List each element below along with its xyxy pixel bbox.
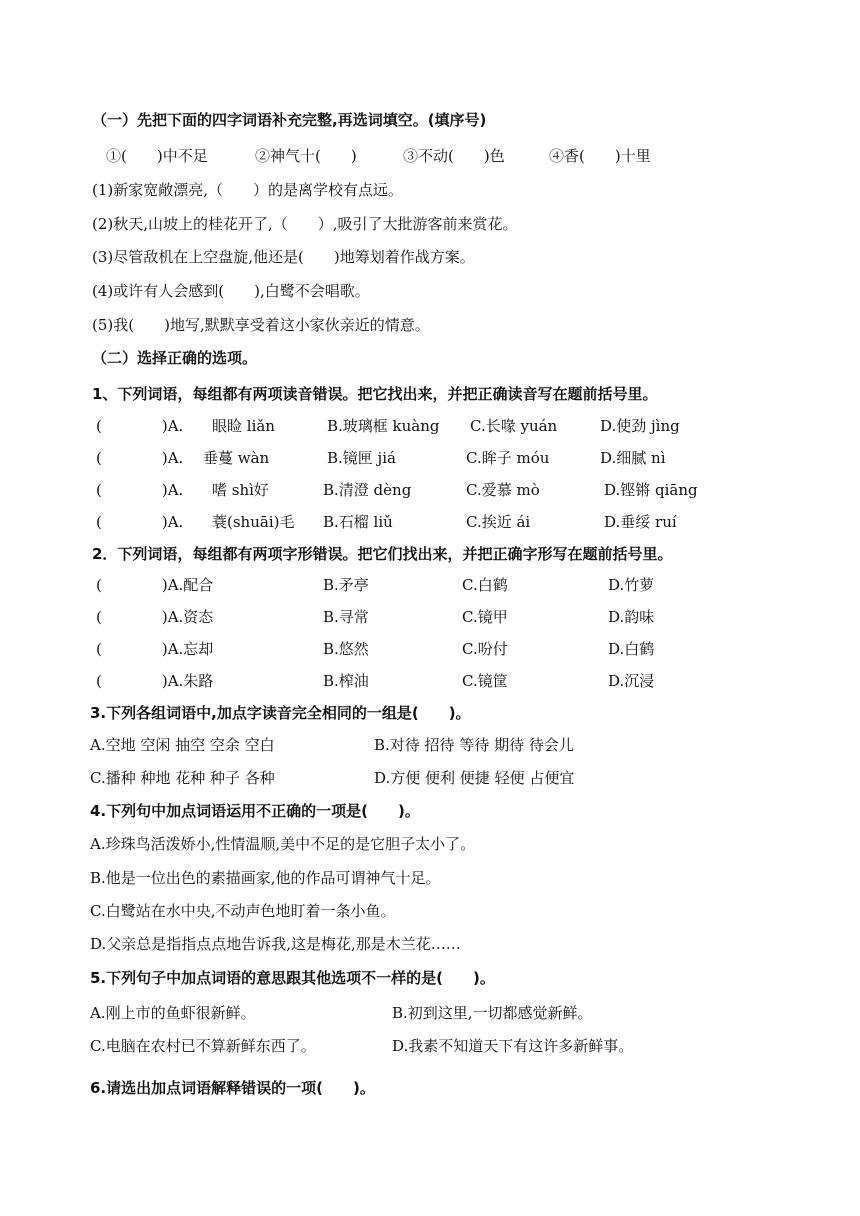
option-b: B.镜匣 jiá [327, 449, 396, 467]
option-a: 眼睑 liǎn [212, 417, 275, 435]
option-b: B.玻璃框 kuàng [327, 417, 440, 435]
section1-heading: （一）先把下面的四字词语补充完整,再选词填空。(填序号) [92, 111, 487, 129]
fill-sentence-1: (1)新家宽敞漂亮,（ ）的是离学校有点远。 [92, 181, 404, 199]
q3-title: 3.下列各组词语中,加点字读音完全相同的一组是( )。 [90, 704, 471, 722]
q5-title: 5.下列句子中加点词语的意思跟其他选项不一样的是( )。 [90, 969, 495, 987]
idiom-2: ②神气十( ) [255, 147, 357, 165]
idiom-4: ④香( )十里 [549, 147, 651, 165]
option-c: C.镜筐 [462, 672, 508, 690]
q4-option-c: C.白鹭站在水中央,不动声色地盯着一条小鱼。 [90, 902, 396, 920]
fill-sentence-4: (4)或许有人会感到( ),白鹭不会唱歌。 [92, 282, 370, 300]
option-d: D.沉浸 [608, 672, 655, 690]
option-a: 垂蔓 wàn [203, 449, 270, 467]
option-a: 蓑(shuāi)毛 [212, 513, 295, 531]
option-d: D.铿锵 qiāng [604, 481, 698, 499]
answer-bracket: ( )A. [96, 481, 184, 499]
q3-option-c: C.播种 种地 花种 种子 各种 [90, 769, 275, 787]
fill-sentence-3: (3)尽管敌机在上空盘旋,他还是( )地筹划着作战方案。 [92, 248, 475, 266]
option-d: D.细腻 nì [600, 449, 666, 467]
option-c: C.挨近 ái [466, 513, 531, 531]
option-d: D.使劲 jìng [600, 417, 680, 435]
option-b: B.清澄 dèng [323, 481, 412, 499]
q4-option-a: A.珍珠鸟活泼娇小,性情温顺,美中不足的是它胆子太小了。 [90, 835, 476, 853]
q3-option-b: B.对待 招待 等待 期待 待会儿 [374, 736, 574, 754]
answer-bracket-option-a: ( )A.资态 [96, 608, 214, 626]
option-b: B.悠然 [323, 640, 369, 658]
q4-title: 4.下列句中加点词语运用不正确的一项是( )。 [90, 802, 420, 820]
idiom-1: ①( )中不足 [106, 147, 208, 165]
option-c: C.白鹤 [462, 576, 508, 594]
fill-sentence-5: (5)我( )地写,默默享受着这小家伙亲近的情意。 [92, 316, 430, 334]
q3-option-d: D.方便 便利 便捷 轻便 占便宜 [374, 769, 575, 787]
option-b: B.榨油 [323, 672, 369, 690]
option-d: D.垂绥 ruí [604, 513, 677, 531]
q2-title: 2．下列词语，每组都有两项字形错误。把它们找出来，并把正确字形写在题前括号里。 [92, 545, 673, 563]
answer-bracket-option-a: ( )A.配合 [96, 576, 214, 594]
answer-bracket: ( )A. [96, 417, 184, 435]
idiom-3: ③不动( )色 [403, 147, 505, 165]
q5-option-b: B.初到这里,一切都感觉新鲜。 [392, 1004, 593, 1022]
option-d: D.韵味 [608, 608, 655, 626]
q5-option-c: C.电脑在农村已不算新鲜东西了。 [90, 1037, 316, 1055]
answer-bracket-option-a: ( )A.朱路 [96, 672, 214, 690]
option-d: D.竹萝 [608, 576, 655, 594]
q6-title: 6.请选出加点词语解释错误的一项( )。 [90, 1079, 375, 1097]
option-c: C.吩付 [462, 640, 508, 658]
answer-bracket: ( )A. [96, 449, 184, 467]
option-a: 嗜 shì好 [212, 481, 269, 499]
q4-option-d: D.父亲总是指指点点地告诉我,这是梅花,那是木兰花…… [90, 935, 461, 953]
q3-option-a: A.空地 空闲 抽空 空余 空白 [90, 736, 275, 754]
option-b: B.矛亭 [323, 576, 369, 594]
option-c: C.眸子 móu [466, 449, 550, 467]
option-c: C.长喙 yuán [470, 417, 558, 435]
q1-title: 1、下列词语，每组都有两项读音错误。把它找出来，并把正确读音写在题前括号里。 [92, 385, 658, 403]
q4-option-b: B.他是一位出色的素描画家,他的作品可谓神气十足。 [90, 869, 441, 887]
option-b: B.寻常 [323, 608, 369, 626]
answer-bracket: ( )A. [96, 513, 184, 531]
option-d: D.白鹤 [608, 640, 655, 658]
section2-heading: （二）选择正确的选项。 [92, 349, 258, 367]
fill-sentence-2: (2)秋天,山坡上的桂花开了,（ ）,吸引了大批游客前来赏花。 [92, 215, 518, 233]
option-c: C.镜甲 [462, 608, 508, 626]
option-c: C.爱慕 mò [466, 481, 540, 499]
q5-option-a: A.刚上市的鱼虾很新鲜。 [90, 1004, 256, 1022]
option-b: B.石榴 liǔ [323, 513, 393, 531]
answer-bracket-option-a: ( )A.忘却 [96, 640, 214, 658]
q5-option-d: D.我素不知道天下有这许多新鲜事。 [392, 1037, 634, 1055]
